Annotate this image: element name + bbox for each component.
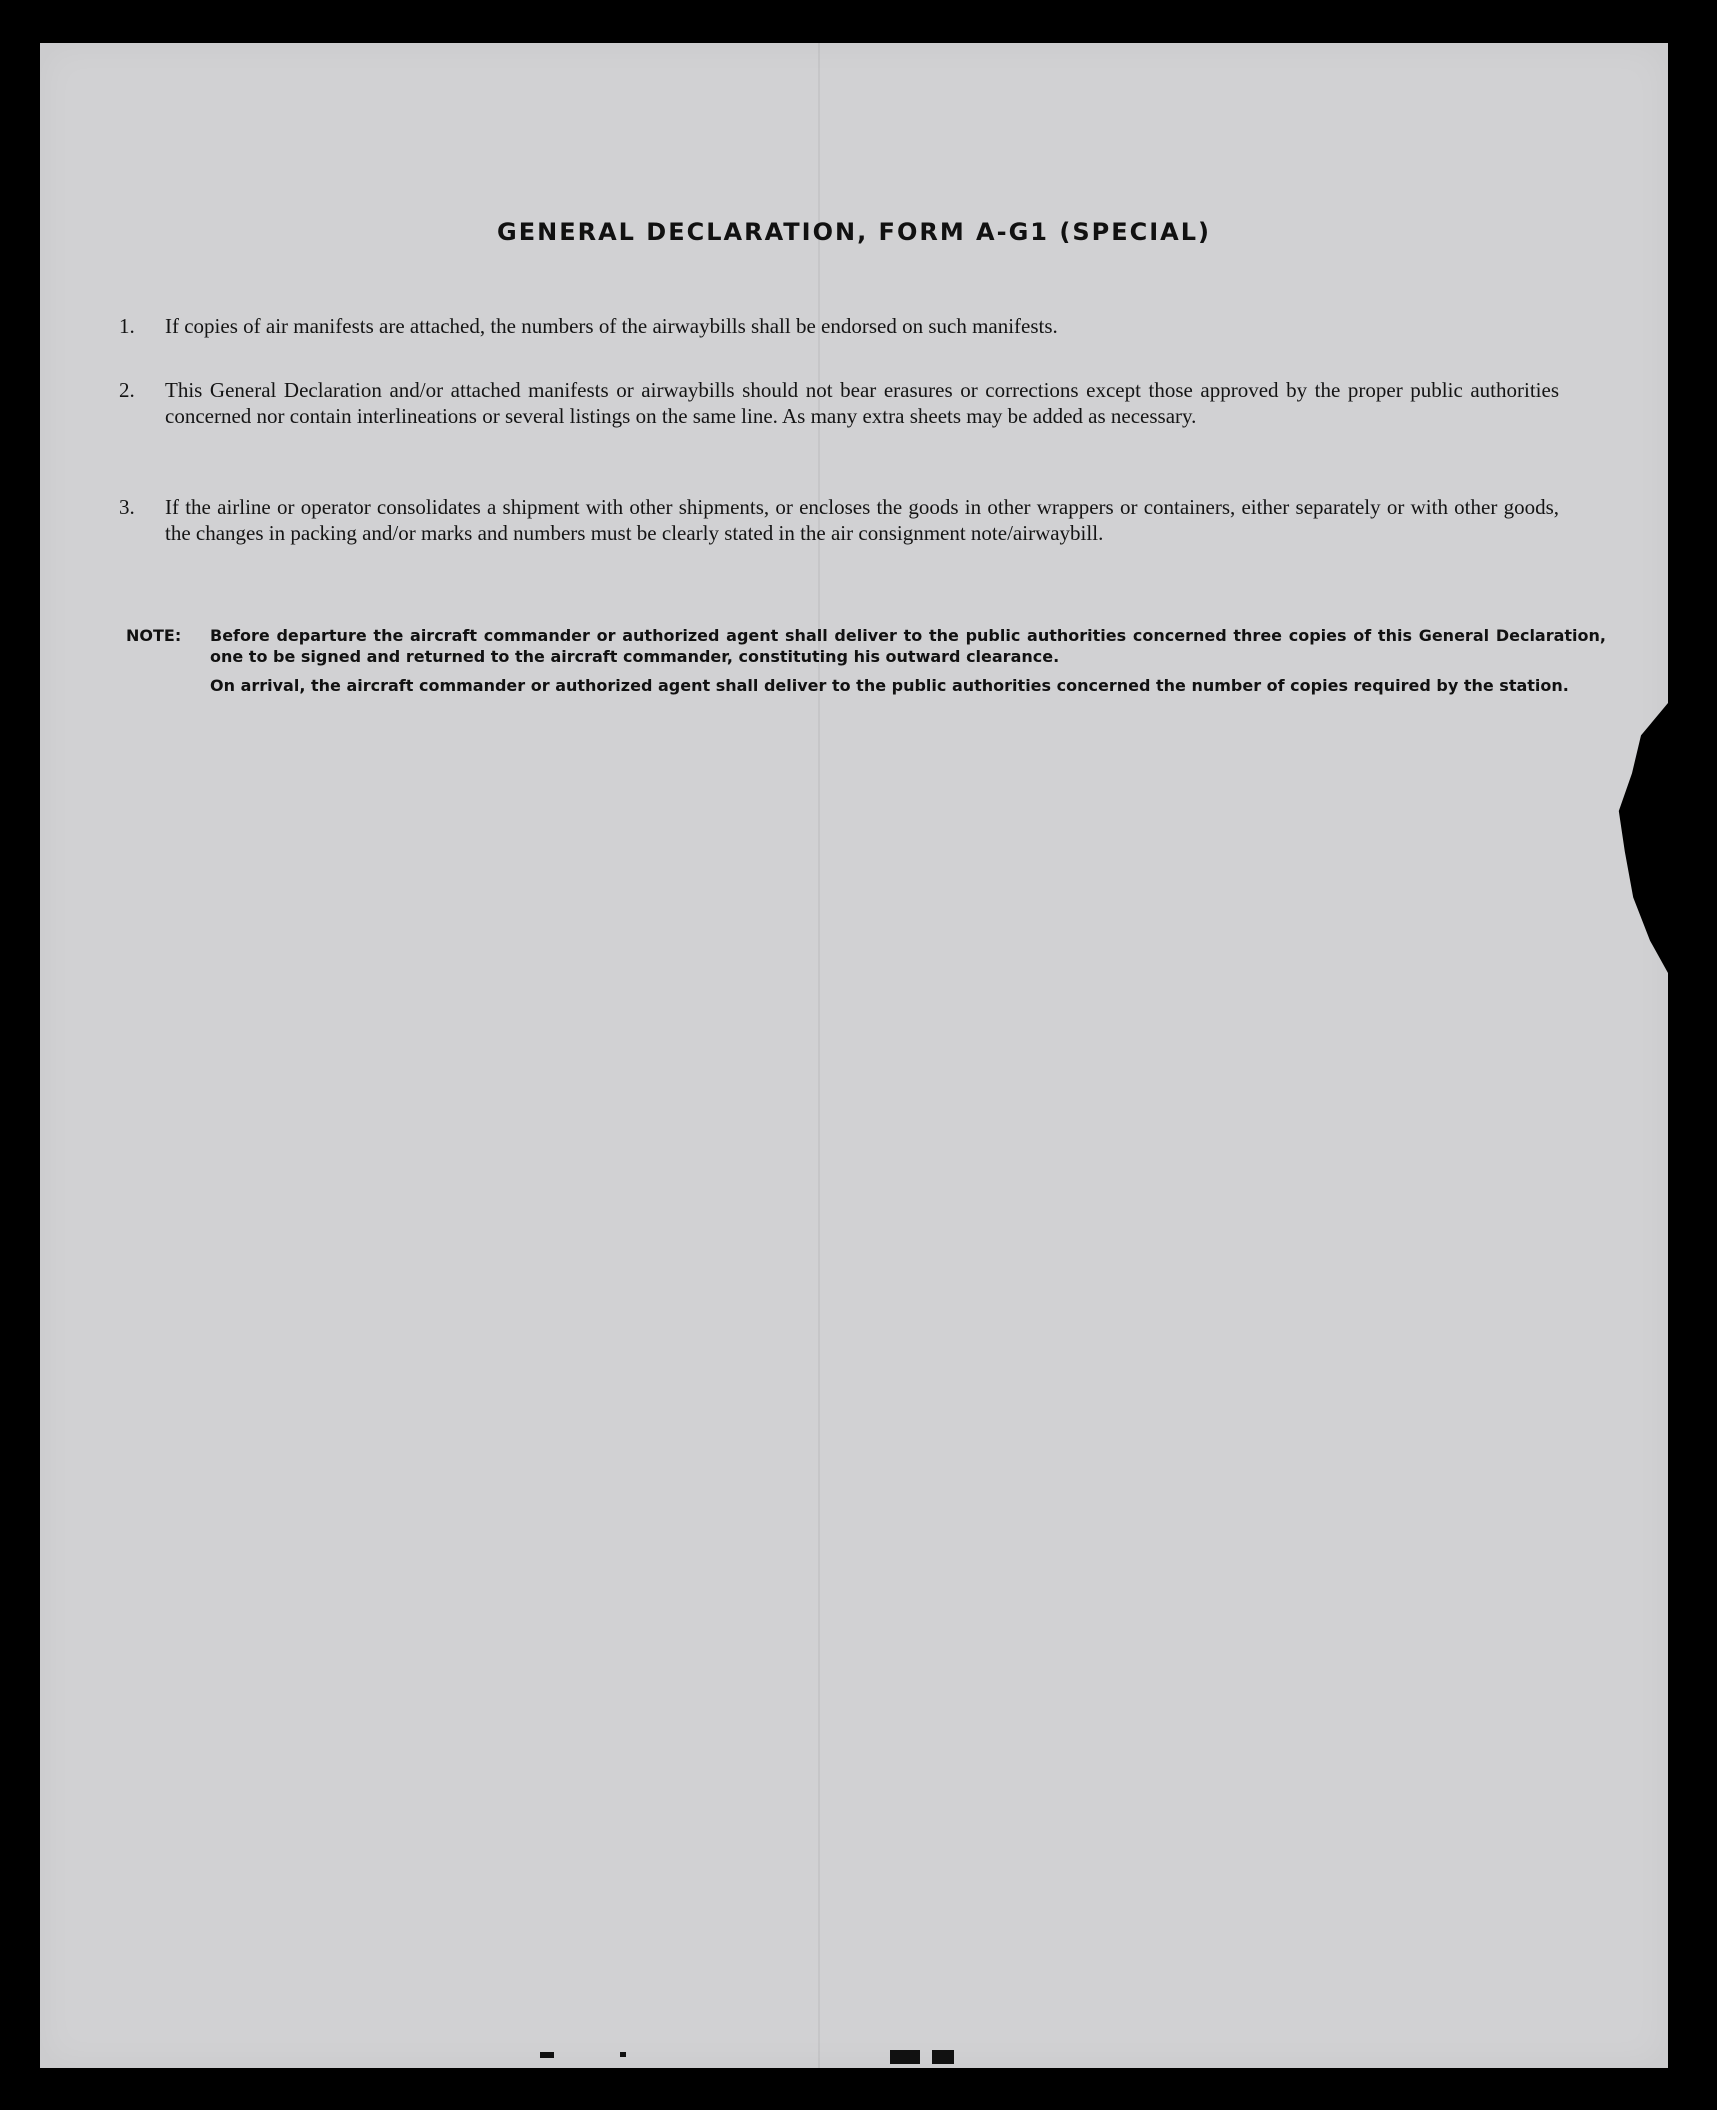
- note-paragraph-arrival: On arrival, the aircraft commander or authorized agent shall deliver to the public authorities concerned the number of copies required by the station.: [210, 676, 1569, 695]
- document-page: [40, 43, 1668, 2068]
- item-number: 3.: [119, 495, 135, 519]
- fold-crease: [818, 43, 820, 2068]
- bottom-edge-marks: [40, 2038, 1668, 2068]
- item-text: This General Declaration and/or attached manifests or airwaybills should not bear erasures or corrections except those approved by the proper public authorities concerned nor contain interlineations or several listings on the same line. As many extra sheets may be added as necessary.: [165, 378, 1559, 428]
- item-text: If the airline or operator consolidates a shipment with other shipments, or encloses the goods in other wrappers or containers, either separately or with other goods, the changes in packing and/or marks and numbers must be clearly stated in the air consignment note/airwaybill.: [165, 495, 1559, 545]
- note-section: [126, 625, 1606, 696]
- note-paragraph-departure: Before departure the aircraft commander or authorized agent shall deliver to the public authorities concerned three copies of this General Declaration, one to be signed and returned to the aircraft commander, constituting his outward clearance.: [210, 626, 1606, 666]
- instruction-item-3: [119, 494, 1559, 546]
- instruction-item-1: [119, 313, 1559, 339]
- document-title: GENERAL DECLARATION, FORM A-G1 (SPECIAL): [497, 218, 1211, 246]
- item-text: If copies of air manifests are attached, the numbers of the airwaybills shall be endorsed on such manifests.: [165, 314, 1058, 338]
- note-label: NOTE:: [126, 626, 182, 645]
- item-number: 2.: [119, 378, 135, 402]
- item-number: 1.: [119, 314, 135, 338]
- instruction-item-2: [119, 377, 1559, 429]
- torn-edge: [1608, 703, 1668, 973]
